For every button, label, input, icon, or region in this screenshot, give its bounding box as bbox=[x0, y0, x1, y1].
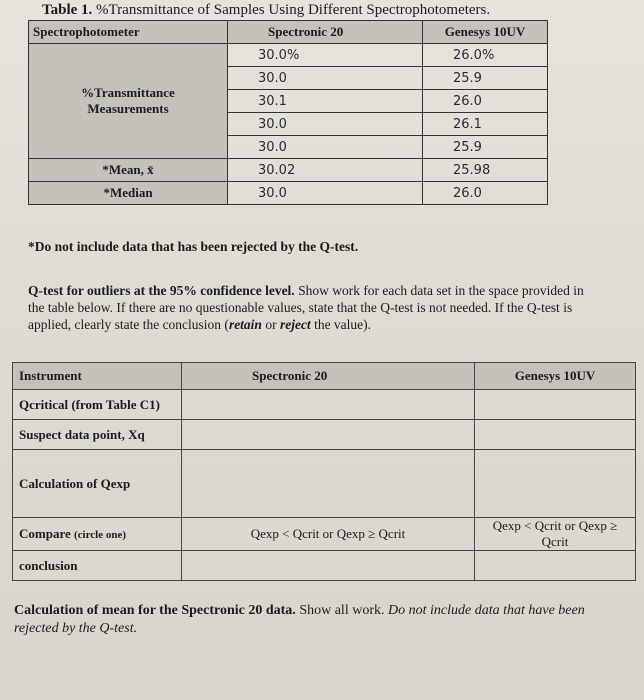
instructions-text-end: the value). bbox=[314, 317, 372, 332]
header-instrument: Instrument bbox=[13, 363, 182, 390]
suspect-row bbox=[13, 420, 636, 450]
median-label: *Median bbox=[29, 182, 228, 205]
genesys-value: 26.0 bbox=[423, 90, 548, 113]
spectronic-value: 30.0% bbox=[228, 44, 423, 67]
footnote: *Do not include data that has been rejected by the Q-test. bbox=[28, 239, 359, 254]
suspect-genesys-cell bbox=[475, 420, 636, 450]
q-test-instructions bbox=[28, 282, 598, 333]
mean-label: *Mean, x̄ bbox=[29, 159, 228, 182]
calculation-genesys-cell bbox=[475, 450, 636, 518]
compare-option-genesys[interactable]: Qexp < Qcrit or Qexp ≥ Qcrit bbox=[475, 518, 636, 551]
instructions-or: or bbox=[265, 317, 277, 332]
mean-calculation-instructions bbox=[14, 602, 629, 638]
conclusion-row bbox=[13, 551, 636, 581]
instructions-reject: reject bbox=[279, 317, 311, 332]
compare-label: Compare bbox=[19, 526, 71, 541]
qcritical-genesys-cell bbox=[475, 390, 636, 420]
median-row bbox=[29, 182, 548, 205]
header-genesys-10uv: Genesys 10UV bbox=[475, 363, 636, 390]
header-spectronic-20: Spectronic 20 bbox=[228, 21, 423, 44]
measurements-label bbox=[29, 44, 228, 159]
conclusion-label: conclusion bbox=[13, 551, 182, 581]
compare-label-cell bbox=[13, 518, 182, 551]
measurements-label-line2: Measurements bbox=[87, 101, 169, 116]
genesys-value: 26.0% bbox=[423, 44, 548, 67]
header-spectronic-20: Spectronic 20 bbox=[182, 363, 475, 390]
conclusion-spectronic-cell bbox=[182, 551, 475, 581]
compare-option-spectronic[interactable]: Qexp < Qcrit or Qexp ≥ Qcrit bbox=[182, 518, 475, 551]
q-test-table bbox=[12, 362, 636, 581]
instructions-retain: retain bbox=[228, 317, 262, 332]
conclusion-genesys-cell bbox=[475, 551, 636, 581]
calculation-row bbox=[13, 450, 636, 518]
compare-row bbox=[13, 518, 636, 551]
qcritical-spectronic-cell bbox=[182, 390, 475, 420]
calculation-label: Calculation of Qexp bbox=[13, 450, 182, 518]
spectronic-value: 30.0 bbox=[228, 113, 423, 136]
genesys-median: 26.0 bbox=[423, 182, 548, 205]
table2-header-row bbox=[13, 363, 636, 390]
spectronic-median: 30.0 bbox=[228, 182, 423, 205]
table-title bbox=[42, 2, 490, 19]
spectronic-value: 30.0 bbox=[228, 136, 423, 159]
suspect-spectronic-cell bbox=[182, 420, 475, 450]
compare-note: (circle one) bbox=[74, 529, 127, 541]
calculation-spectronic-cell bbox=[182, 450, 475, 518]
instructions-text: Show work for each data set in the space provided in the table below. If there are no questionable values, state that the Q-test is not needed. If the Q-test is applied, clearly state the conclusion ( bbox=[28, 283, 584, 332]
genesys-value: 25.9 bbox=[423, 136, 548, 159]
measurement-row bbox=[29, 44, 548, 67]
spectronic-value: 30.1 bbox=[228, 90, 423, 113]
mean-row bbox=[29, 159, 548, 182]
qcritical-label: Qcritical (from Table C1) bbox=[13, 390, 182, 420]
genesys-value: 26.1 bbox=[423, 113, 548, 136]
transmittance-table bbox=[28, 20, 548, 205]
header-genesys-10uv: Genesys 10UV bbox=[423, 21, 548, 44]
measurements-label-line1: %Transmittance bbox=[81, 85, 175, 100]
instructions-heading: Q-test for outliers at the 95% confidence level. bbox=[28, 283, 295, 298]
genesys-mean: 25.98 bbox=[423, 159, 548, 182]
genesys-value: 25.9 bbox=[423, 67, 548, 90]
header-spectrophotometer: Spectrophotometer bbox=[29, 21, 228, 44]
spectronic-value: 30.0 bbox=[228, 67, 423, 90]
calc-heading: Calculation of mean for the Spectronic 20 data. bbox=[14, 603, 296, 618]
suspect-label: Suspect data point, Xq bbox=[13, 420, 182, 450]
qcritical-row bbox=[13, 390, 636, 420]
table1-header-row bbox=[29, 21, 548, 44]
table-title-text: %Transmittance of Samples Using Different Spectrophotometers. bbox=[96, 2, 491, 18]
spectronic-mean: 30.02 bbox=[228, 159, 423, 182]
table-title-label: Table 1. bbox=[42, 2, 93, 18]
calc-text: Show all work. bbox=[299, 603, 385, 618]
calc-italic: Do not include data that have been rejected by the Q-test. bbox=[14, 603, 585, 636]
